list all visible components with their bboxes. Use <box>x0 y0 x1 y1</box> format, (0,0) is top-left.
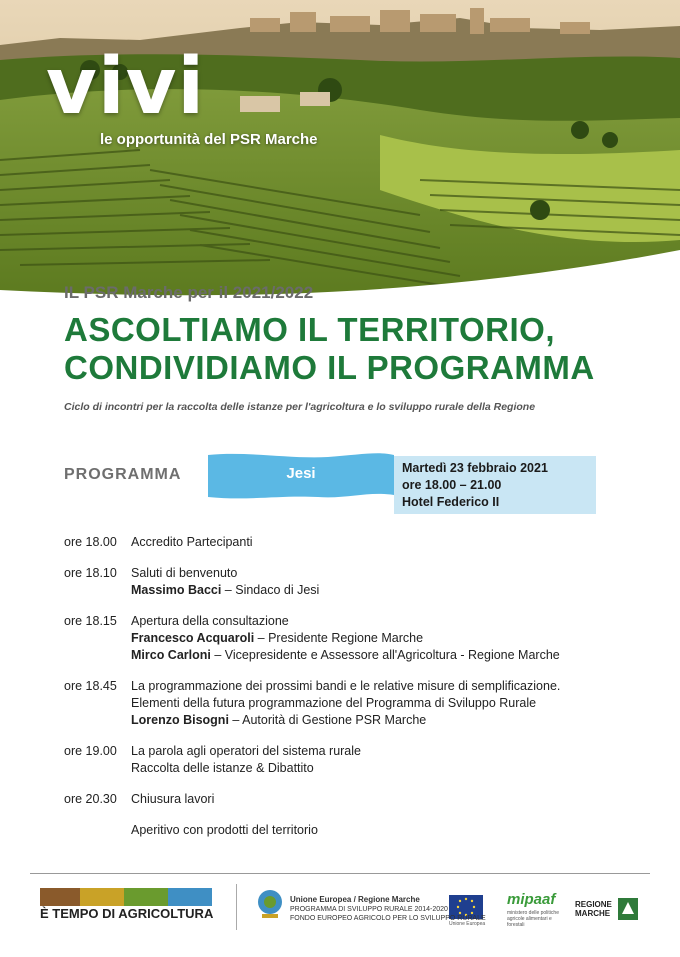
speaker-name: Lorenzo Bisogni <box>131 713 229 727</box>
agenda-line <box>131 630 560 647</box>
regione-line-1: REGIONE <box>575 900 612 909</box>
agenda-line: Accredito Partecipanti <box>131 535 253 549</box>
agenda-line: Saluti di benvenuto <box>131 566 238 580</box>
speaker-role: – Autorità di Gestione PSR Marche <box>228 713 427 727</box>
agenda-row <box>64 678 654 729</box>
agenda-line <box>131 582 319 599</box>
agenda-line: Chiusura lavori <box>131 792 215 806</box>
speaker-role: – Sindaco di Jesi <box>221 583 320 597</box>
agenda-lines <box>131 822 318 839</box>
agenda-lines <box>131 678 560 729</box>
mipaaf-subtitle: ministero delle politiche agricole alimentari e forestali <box>507 910 559 928</box>
agenda-line: Raccolta delle istanze & Dibattito <box>131 761 314 775</box>
agenda-time: ore 19.00 <box>64 744 117 758</box>
agenda-line: Elementi della futura programmazione del Programma di Sviluppo Rurale <box>131 696 537 710</box>
agenda-line <box>131 712 560 729</box>
agenda-row <box>64 613 654 664</box>
agenda-row <box>64 565 654 599</box>
agenda-time <box>64 822 131 839</box>
page-subtitle: Ciclo di incontri per la raccolta delle istanze per l'agricoltura e lo sviluppo rurale della Regione <box>64 401 536 413</box>
eu-caption: Unione Europea <box>449 921 486 927</box>
agenda-lines <box>131 534 253 551</box>
programma-label: PROGRAMMA <box>64 466 182 483</box>
brand-tagline: le opportunità del PSR Marche <box>100 131 318 148</box>
agenda-row <box>64 534 654 551</box>
agenda-lines <box>131 791 214 808</box>
footer-separator <box>236 884 237 930</box>
agenda-time: ore 18.15 <box>64 614 117 628</box>
speaker-name: Francesco Acquaroli <box>131 631 255 645</box>
hero-banner <box>0 0 680 300</box>
event-hours: ore 18.00 – 21.00 <box>402 478 502 492</box>
agenda-time: ore 18.00 <box>64 535 117 549</box>
agricoltura-title: È TEMPO DI AGRICOLTURA <box>40 906 214 921</box>
agenda-line: La programmazione dei prossimi bandi e le relative misure di semplificazione. <box>131 679 561 693</box>
regione-line-2: MARCHE <box>575 909 611 918</box>
page-title <box>64 311 595 387</box>
ue-program-text <box>290 895 486 923</box>
title-line-2: CONDIVIDIAMO IL PROGRAMMA <box>64 349 595 386</box>
ue-line-3: FONDO EUROPEO AGRICOLO PER LO SVILUPPO RURALE <box>290 915 486 922</box>
agricoltura-banner-logo <box>40 888 212 906</box>
agenda-line: La parola agli operatori del sistema rurale <box>131 744 361 758</box>
city-name: Jesi <box>286 465 316 482</box>
agenda-time: ore 18.10 <box>64 566 117 580</box>
speaker-role: – Vicepresidente e Assessore all'Agricoltura - Regione Marche <box>210 648 560 662</box>
agenda-lines <box>131 613 560 664</box>
agenda-row <box>64 791 654 808</box>
speaker-name: Massimo Bacci <box>131 583 222 597</box>
regione-marche-emblem-icon <box>618 898 638 920</box>
agenda-lines <box>131 565 319 599</box>
brand-word: vivi <box>46 42 206 132</box>
agenda-row <box>64 822 654 839</box>
agenda-time: ore 18.45 <box>64 679 117 693</box>
regione-marche-text <box>575 900 612 918</box>
agenda-row <box>64 743 654 777</box>
ue-line-1: Unione Europea / Regione Marche <box>290 895 420 904</box>
mipaaf-logo-text: mipaaf <box>507 891 556 908</box>
kicker-text: IL PSR Marche per il 2021/2022 <box>64 283 314 302</box>
speaker-name: Mirco Carloni <box>131 648 211 662</box>
agenda-line <box>131 647 560 664</box>
agenda-list <box>64 534 654 853</box>
agenda-lines <box>131 743 361 777</box>
psr-logo <box>256 888 284 920</box>
agenda-time: ore 20.30 <box>64 792 117 806</box>
event-info-box <box>394 456 596 514</box>
event-date: Martedì 23 febbraio 2021 <box>402 461 548 475</box>
footer-divider <box>30 873 650 874</box>
event-venue: Hotel Federico II <box>402 495 500 509</box>
agenda-line: Apertura della consultazione <box>131 614 289 628</box>
ue-line-2: PROGRAMMA DI SVILUPPO RURALE 2014-2020 <box>290 906 448 913</box>
speaker-role: – Presidente Regione Marche <box>254 631 424 645</box>
agenda-line: Aperitivo con prodotti del territorio <box>131 823 318 837</box>
title-line-1: ASCOLTIAMO IL TERRITORIO, <box>64 311 555 348</box>
